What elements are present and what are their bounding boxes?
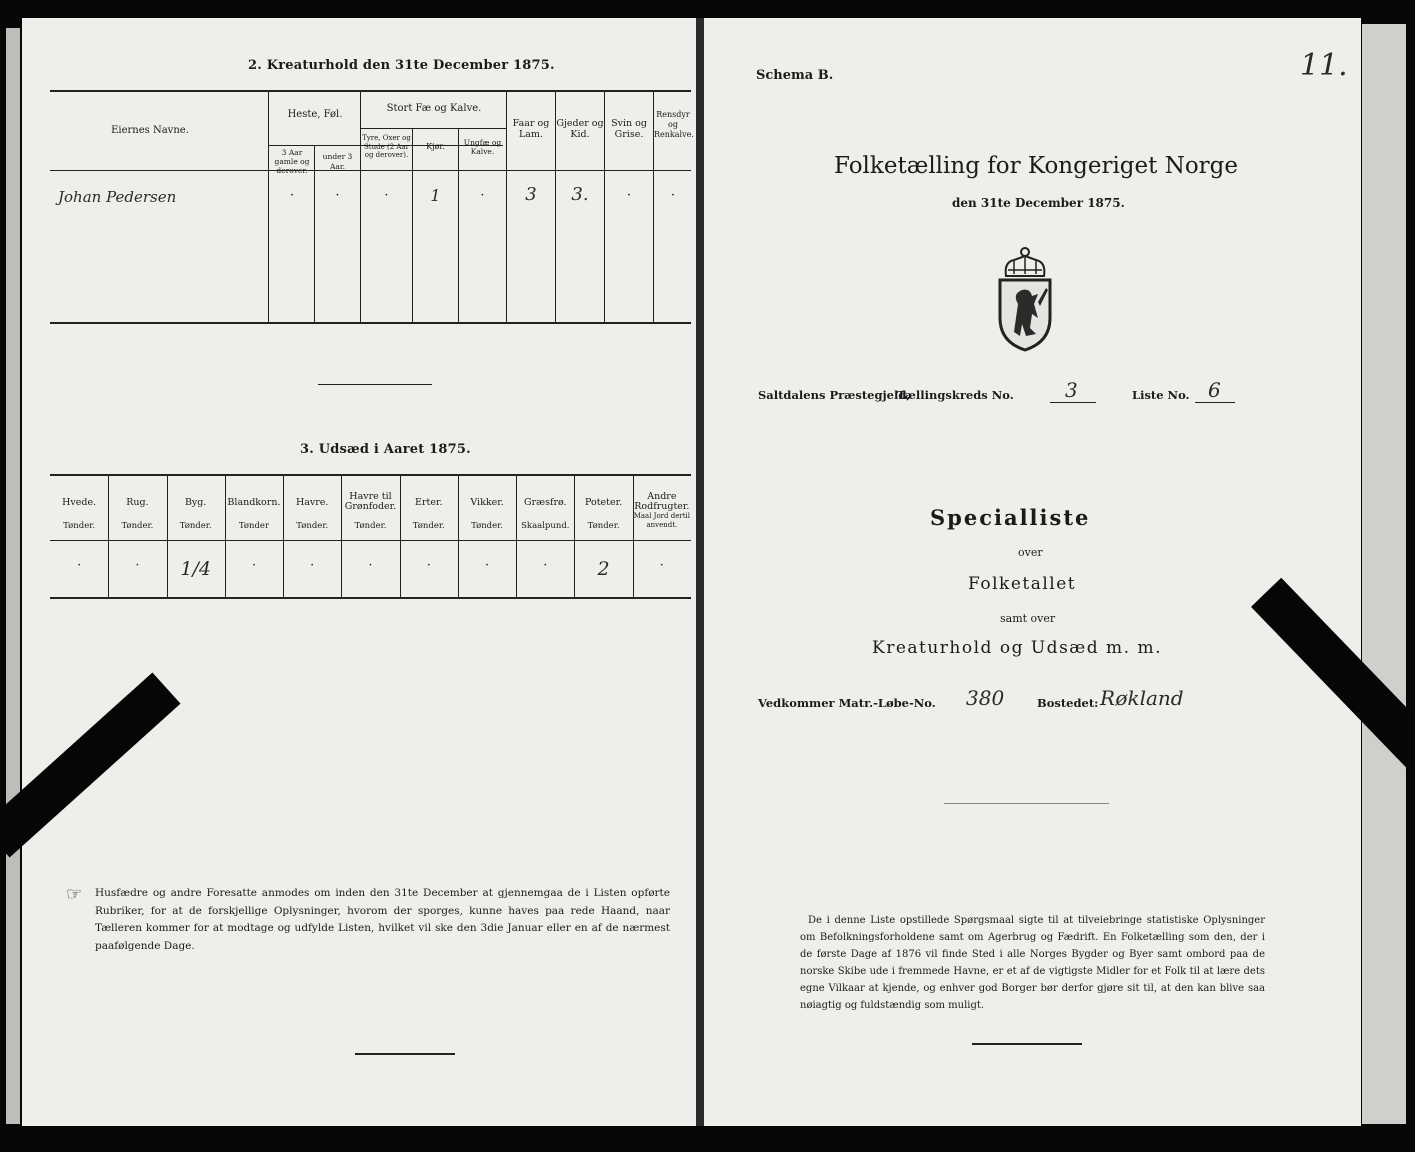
sowing-header-name: Havre. <box>295 497 329 508</box>
header-goats: Gjeder og Kid. <box>556 118 604 140</box>
district-underline <box>1050 402 1096 403</box>
book-gutter <box>696 18 704 1126</box>
sowing-value: 2 <box>597 558 610 580</box>
sowing-header-name: Græsfrø. <box>524 497 567 508</box>
sowing-title: 3. Udsæd i Aaret 1875. <box>300 442 471 457</box>
sowing-header-name: Byg. <box>184 497 207 508</box>
left-page-edge <box>6 28 20 1124</box>
sowing-top-rule <box>50 474 691 476</box>
header-horses: Heste, Føl. <box>287 109 343 120</box>
page-number: 11. <box>1300 48 1348 83</box>
sowing-header-unit: Tønder. <box>296 521 329 531</box>
census-date: den 31te December 1875. <box>952 196 1125 210</box>
district-label: Tællingskreds No. <box>897 388 1014 402</box>
col-rule <box>412 128 413 322</box>
sowing-col-rule <box>108 474 109 597</box>
sowing-value: · <box>426 558 431 573</box>
sowing-value: 1/4 <box>180 558 211 580</box>
sowing-header-name: Erter. <box>415 497 443 508</box>
sowing-value: · <box>543 558 548 573</box>
sowing-header-unit: Maal Jord dertil anvendt. <box>633 512 690 529</box>
sowing-header-name: Havre til Grønfoder. <box>344 491 397 512</box>
sowing-header-name: Hvede. <box>62 497 97 508</box>
cell-horses-under3: · <box>335 188 340 203</box>
sowing-header-name: Blandkorn. <box>227 497 281 508</box>
sowing-header-unit: Tønder. <box>354 521 387 531</box>
sowing-header-unit: Tønder <box>238 521 270 531</box>
cell-reindeer: · <box>670 188 676 203</box>
livestock-top-rule <box>50 90 691 92</box>
sowing-col-rule <box>400 474 401 597</box>
col-rule <box>458 128 459 322</box>
over-text: over <box>1018 546 1043 559</box>
livestock-header-rule <box>50 170 691 171</box>
sowing-value: · <box>310 558 315 573</box>
header-cattle: Stort Fæ og Kalve. <box>386 103 482 114</box>
cell-sheep: 3 <box>525 184 537 205</box>
sowing-value: · <box>251 558 257 573</box>
right-page-edge <box>1362 24 1406 1124</box>
separator-rule <box>318 384 432 385</box>
header-sheep: Faar og Lam. <box>512 118 550 140</box>
sowing-header-unit: Tønder. <box>121 521 154 531</box>
cell-goats: 3. <box>571 184 589 205</box>
norwegian-coat-of-arms-icon <box>992 244 1058 354</box>
sowing-value: · <box>484 558 490 573</box>
sowing-header-unit: Tønder. <box>179 521 212 531</box>
list-underline <box>1195 402 1235 403</box>
col-rule <box>360 90 361 322</box>
cell-horses-3plus: · <box>289 188 295 203</box>
header-horses-under3: under 3 Aar. <box>322 152 353 171</box>
header-horses-3plus: 3 Aar gamle og derover. <box>274 148 310 175</box>
sowing-header-unit: Tønder. <box>412 521 445 531</box>
district-value: 3 <box>1065 378 1078 402</box>
cell-pigs: · <box>626 188 632 203</box>
sowing-header-rule <box>50 540 691 541</box>
livestock-bottom-rule <box>50 322 691 324</box>
footer-rule-right <box>972 1043 1082 1045</box>
sowing-col-rule <box>516 474 517 597</box>
census-title: Folketælling for Kongeriget Norge <box>834 153 1238 179</box>
livestock-sowing-text: Kreaturhold og Udsæd m. m. <box>872 638 1163 658</box>
notice-text: Husfædre og andre Foresatte anmodes om inden den 31te December at gjennemgaa de i Listen opførte Rubriker, for at de forskjellige Oplysninger, hvorom der sporges, kunne haves paa rede Haand, naar Tælleren kommer for at modtage og udfylde Listen, hvilket vil ske den 3die Januar eller en af de nærmest paafølgende Dage. <box>95 887 670 952</box>
schema-label: Schema B. <box>756 68 834 83</box>
special-list-title: Specialliste <box>930 505 1091 530</box>
header-cows: Kjør. <box>426 142 445 151</box>
sowing-header-unit: Tønder. <box>587 521 620 531</box>
header-young: Ungfæ og Kalve. <box>463 138 502 156</box>
sowing-header-name: Vikker. <box>470 497 504 508</box>
matr-value: 380 <box>966 686 1005 710</box>
cattle-sub-rule <box>360 128 506 129</box>
sowing-header-unit: Skaalpund. <box>521 521 570 531</box>
sowing-value: · <box>368 558 373 573</box>
bosted-label: Bostedet: <box>1037 696 1099 710</box>
list-value: 6 <box>1208 378 1221 402</box>
footer-text: De i denne Liste opstillede Spørgsmaal sigte til at tilveiebringe statistiske Oplysninger om Befolkningsforholdene samt om Agerbrug og Fædrift. En Folketælling som den, der i de første Dage af 1876 vil finde Sted i alle Norges Bygder og Byer samt ombord paa de norske Skibe ude i fremmede Havne, er et af de vigtigste Midler for et Folk til at lære dets egne Vilkaar at kjende, og enhver god Borger bør derfor gjøre sit til, at den kan blive saa nøiagtig og fuldstændig som muligt. <box>800 915 1265 1011</box>
folketallet-text: Folketallet <box>968 574 1077 594</box>
matr-label: Vedkommer Matr.-Løbe-No. <box>758 696 936 710</box>
bosted-value: Røkland <box>1100 686 1184 710</box>
sowing-header-name: Andre Rodfrugter. <box>634 491 690 512</box>
header-reindeer: Rensdyr og Renkalve. <box>654 110 694 139</box>
sowing-col-rule <box>458 474 459 597</box>
sowing-col-rule <box>225 474 226 597</box>
cell-bulls: · <box>384 188 389 203</box>
sowing-value: · <box>659 558 664 573</box>
sowing-header-name: Poteter. <box>585 497 623 508</box>
sowing-header-unit: Tønder. <box>63 521 96 531</box>
sowing-header-unit: Tønder. <box>471 521 503 531</box>
col-rule <box>268 90 269 322</box>
header-bulls: Tyre, Oxer og Stude (2 Aar og derover). <box>362 134 411 159</box>
sowing-value: · <box>77 558 82 573</box>
divider-rule <box>944 803 1109 804</box>
header-pigs: Svin og Grise. <box>611 118 647 140</box>
sowing-bottom-rule <box>50 597 691 599</box>
livestock-title: 2. Kreaturhold den 31te December 1875. <box>248 58 555 73</box>
samt-over-text: samt over <box>1000 612 1056 625</box>
owner-name: Johan Pedersen <box>58 188 177 206</box>
cell-young: · <box>480 188 485 203</box>
pointing-hand-icon: ☞ <box>66 884 83 905</box>
parish-label: Saltdalens Præstegjeld, <box>758 388 911 402</box>
footer-rule-left <box>355 1053 455 1055</box>
sowing-col-rule <box>283 474 284 597</box>
header-owner: Eiernes Navne. <box>111 125 189 136</box>
cell-cows: 1 <box>430 186 441 205</box>
sowing-value: · <box>135 558 140 573</box>
list-label: Liste No. <box>1132 388 1190 402</box>
sowing-header-name: Rug. <box>126 497 149 508</box>
